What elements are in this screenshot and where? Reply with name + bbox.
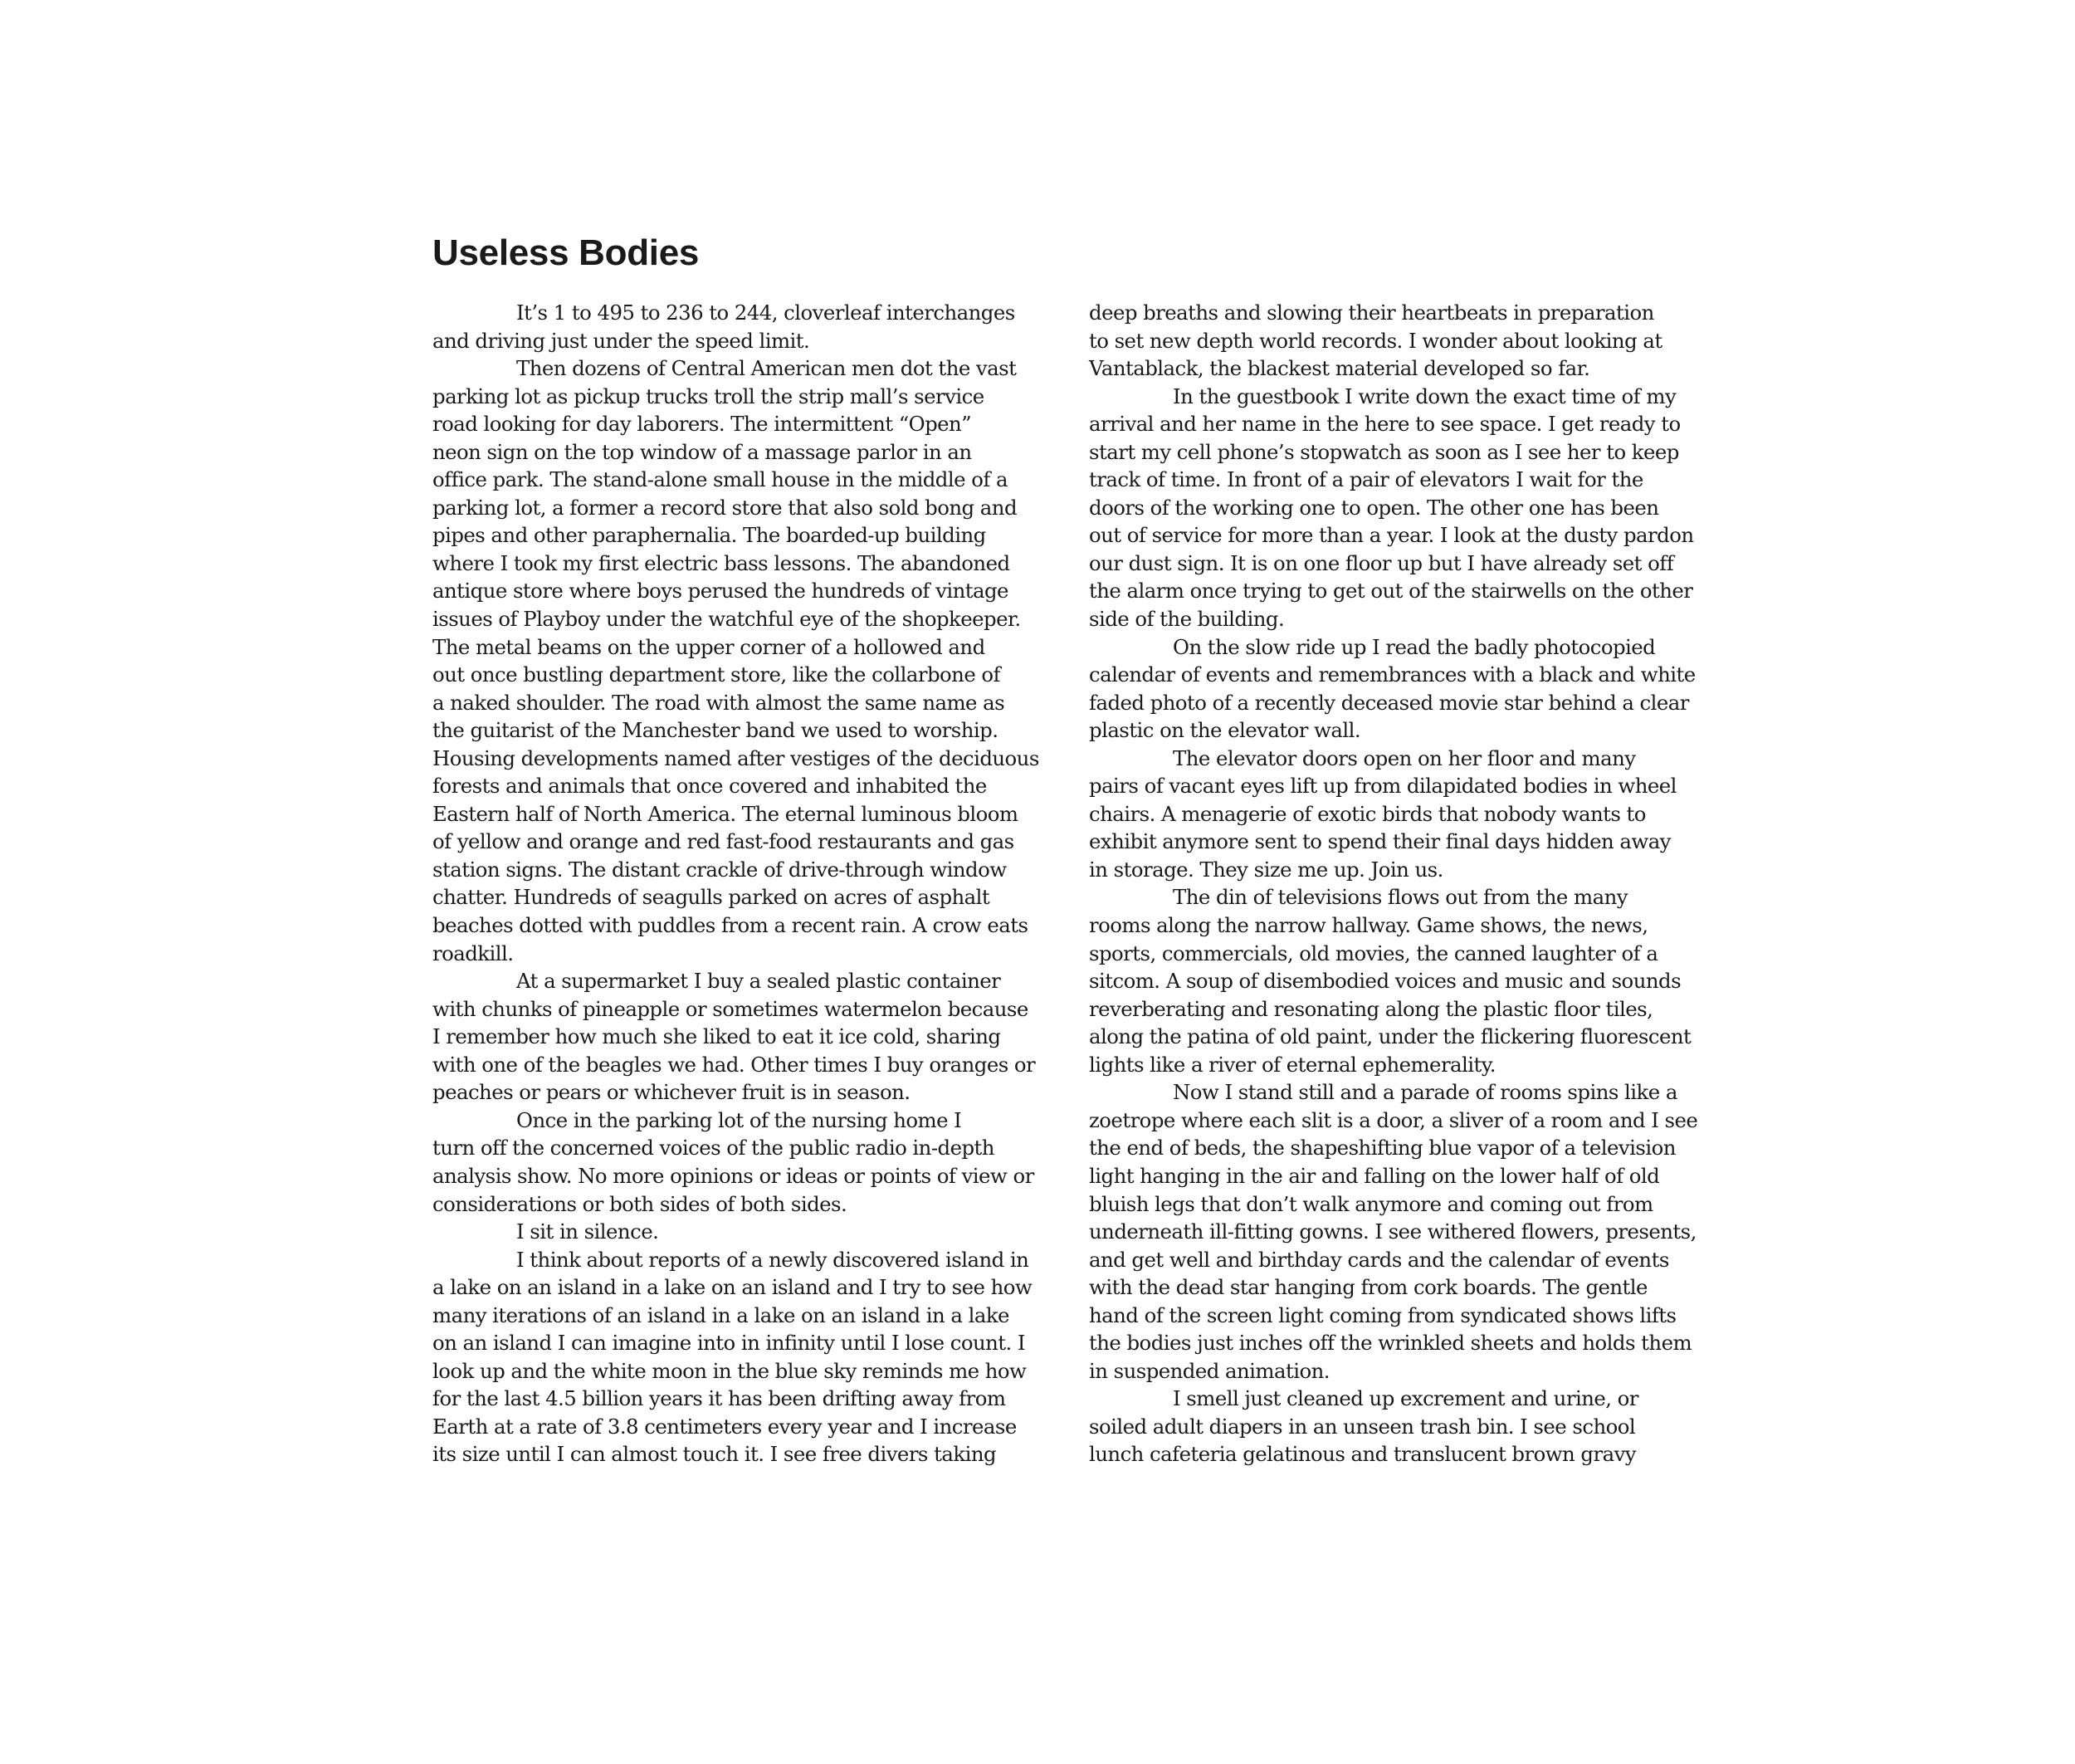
text-line: hand of the screen light coming from syndicated shows lifts bbox=[1089, 1302, 1677, 1327]
text-line: for the last 4.5 billion years it has been drifting away from bbox=[432, 1386, 1006, 1411]
text-line: with chunks of pineapple or sometimes watermelon because bbox=[432, 996, 1028, 1021]
text-line: a naked shoulder. The road with almost the same name as bbox=[432, 690, 1005, 715]
text-line: On the slow ride up I read the badly photocopied bbox=[1173, 634, 1656, 659]
text-line: roadkill. bbox=[432, 941, 514, 965]
text-line: office park. The stand-alone small house in the middle of a bbox=[432, 467, 1008, 492]
text-line: start my cell phone’s stopwatch as soon as I see her to keep bbox=[1089, 439, 1679, 464]
text-line: a lake on an island in a lake on an island and I try to see how bbox=[432, 1275, 1033, 1300]
text-line: It’s 1 to 495 to 236 to 244, cloverleaf interchanges bbox=[516, 301, 1015, 325]
text-line: look up and the white moon in the blue sky reminds me how bbox=[432, 1358, 1027, 1383]
text-line: the end of beds, the shapeshifting blue vapor of a television bbox=[1089, 1136, 1676, 1161]
text-line: issues of Playboy under the watchful eye of the shopkeeper. bbox=[432, 607, 1021, 632]
text-line: and driving just under the speed limit. bbox=[432, 328, 810, 353]
text-line: out of service for more than a year. I look at the dusty pardon bbox=[1089, 523, 1694, 548]
text-line: rooms along the narrow hallway. Game shows, the news, bbox=[1089, 913, 1648, 938]
text-line: antique store where boys perused the hundreds of vintage bbox=[432, 579, 1008, 603]
text-line: Housing developments named after vestiges of the deciduous bbox=[432, 745, 1039, 770]
text-line: the alarm once trying to get out of the stairwells on the other bbox=[1089, 579, 1693, 603]
text-line: arrival and her name in the here to see space. I get ready to bbox=[1089, 412, 1681, 437]
text-line: peaches or pears or whichever fruit is in season. bbox=[432, 1080, 911, 1105]
text-line: I think about reports of a newly discovered island in bbox=[516, 1247, 1029, 1272]
text-line: and get well and birthday cards and the calendar of events bbox=[1089, 1247, 1669, 1272]
text-line: I sit in silence. bbox=[516, 1219, 659, 1244]
text-line: many iterations of an island in a lake on an island in a lake bbox=[432, 1302, 1009, 1327]
text-column-right bbox=[1089, 299, 1728, 1468]
text-line: sitcom. A soup of disembodied voices and music and sounds bbox=[1089, 969, 1682, 994]
text-line: station signs. The distant crackle of drive-through window bbox=[432, 857, 1007, 882]
text-line: zoetrope where each slit is a door, a sliver of a room and I see bbox=[1089, 1107, 1698, 1132]
text-line: road looking for day laborers. The intermittent “Open” bbox=[432, 412, 972, 437]
text-line: At a supermarket I buy a sealed plastic container bbox=[516, 969, 1001, 994]
text-line: out once bustling department store, like the collarbone of bbox=[432, 662, 1001, 687]
text-line: of yellow and orange and red fast-food restaurants and gas bbox=[432, 829, 1014, 854]
text-line: with one of the beagles we had. Other times I buy oranges or bbox=[432, 1052, 1036, 1077]
text-line: The elevator doors open on her floor and many bbox=[1173, 745, 1636, 770]
text-line: where I took my first electric bass lessons. The abandoned bbox=[432, 550, 1010, 575]
text-line: track of time. In front of a pair of elevators I wait for the bbox=[1089, 467, 1643, 492]
text-line: Vantablack, the blackest material developed so far. bbox=[1089, 356, 1590, 381]
text-line: underneath ill-fitting gowns. I see withered flowers, presents, bbox=[1089, 1219, 1697, 1244]
text-line: reverberating and resonating along the plastic floor tiles, bbox=[1089, 996, 1653, 1021]
text-line: side of the building. bbox=[1089, 607, 1285, 632]
text-line: plastic on the elevator wall. bbox=[1089, 718, 1361, 743]
text-line: The din of televisions flows out from the many bbox=[1173, 885, 1628, 910]
text-line: beaches dotted with puddles from a recent rain. A crow eats bbox=[432, 913, 1028, 938]
text-column-left bbox=[432, 299, 1072, 1468]
text-line: faded photo of a recently deceased movie star behind a clear bbox=[1089, 690, 1689, 715]
text-line: in suspended animation. bbox=[1089, 1358, 1330, 1383]
text-line: exhibit anymore sent to spend their final days hidden away bbox=[1089, 829, 1671, 854]
text-line: the guitarist of the Manchester band we used to worship. bbox=[432, 718, 998, 743]
text-line: Earth at a rate of 3.8 centimeters every year and I increase bbox=[432, 1414, 1017, 1439]
text-line: chairs. A menagerie of exotic birds that nobody wants to bbox=[1089, 801, 1646, 826]
text-line: lights like a river of eternal ephemerality. bbox=[1089, 1052, 1496, 1077]
text-line: Now I stand still and a parade of rooms spins like a bbox=[1173, 1080, 1677, 1105]
text-line: analysis show. No more opinions or ideas or points of view or bbox=[432, 1163, 1034, 1188]
text-line: considerations or both sides of both sides. bbox=[432, 1191, 847, 1216]
text-line: lunch cafeteria gelatinous and translucent brown gravy bbox=[1089, 1442, 1637, 1467]
text-line: soiled adult diapers in an unseen trash bin. I see school bbox=[1089, 1414, 1636, 1439]
text-line: I smell just cleaned up excrement and urine, or bbox=[1173, 1386, 1638, 1411]
text-line: deep breaths and slowing their heartbeats in preparation bbox=[1089, 301, 1654, 325]
text-line: bluish legs that don’t walk anymore and coming out from bbox=[1089, 1191, 1653, 1216]
text-line: sports, commercials, old movies, the canned laughter of a bbox=[1089, 941, 1658, 965]
text-line: chatter. Hundreds of seagulls parked on acres of asphalt bbox=[432, 885, 990, 910]
text-line: Then dozens of Central American men dot the vast bbox=[516, 356, 1017, 381]
text-line: our dust sign. It is on one floor up but I have already set off bbox=[1089, 550, 1674, 575]
text-line: light hanging in the air and falling on the lower half of old bbox=[1089, 1163, 1660, 1188]
text-line: the bodies just inches off the wrinkled sheets and holds them bbox=[1089, 1331, 1692, 1356]
text-line: with the dead star hanging from cork boards. The gentle bbox=[1089, 1275, 1648, 1300]
text-line: in storage. They size me up. Join us. bbox=[1089, 857, 1443, 882]
text-line: parking lot, a former a record store that also sold bong and bbox=[432, 495, 1018, 520]
text-line: calendar of events and remembrances with a black and white bbox=[1089, 662, 1696, 687]
text-line: forests and animals that once covered and inhabited the bbox=[432, 774, 987, 799]
text-line: I remember how much she liked to eat it ice cold, sharing bbox=[432, 1024, 1001, 1049]
text-line: pairs of vacant eyes lift up from dilapidated bodies in wheel bbox=[1089, 774, 1677, 799]
article-title: Useless Bodies bbox=[432, 232, 700, 273]
text-line: Once in the parking lot of the nursing home I bbox=[516, 1107, 962, 1132]
text-line: turn off the concerned voices of the public radio in-depth bbox=[432, 1136, 994, 1161]
text-line: neon sign on the top window of a massage parlor in an bbox=[432, 439, 972, 464]
text-line: along the patina of old paint, under the flickering fluorescent bbox=[1089, 1024, 1692, 1049]
text-line: Eastern half of North America. The eternal luminous bloom bbox=[432, 801, 1018, 826]
text-line: pipes and other paraphernalia. The boarded-up building bbox=[432, 523, 986, 548]
text-line: its size until I can almost touch it. I see free divers taking bbox=[432, 1442, 997, 1467]
text-line: to set new depth world records. I wonder about looking at bbox=[1089, 328, 1662, 353]
text-line: The metal beams on the upper corner of a hollowed and bbox=[432, 634, 985, 659]
text-line: on an island I can imagine into in infinity until I lose count. I bbox=[432, 1331, 1026, 1356]
text-line: parking lot as pickup trucks troll the strip mall’s service bbox=[432, 384, 984, 408]
text-line: doors of the working one to open. The other one has been bbox=[1089, 495, 1659, 520]
text-line: In the guestbook I write down the exact time of my bbox=[1173, 384, 1677, 408]
